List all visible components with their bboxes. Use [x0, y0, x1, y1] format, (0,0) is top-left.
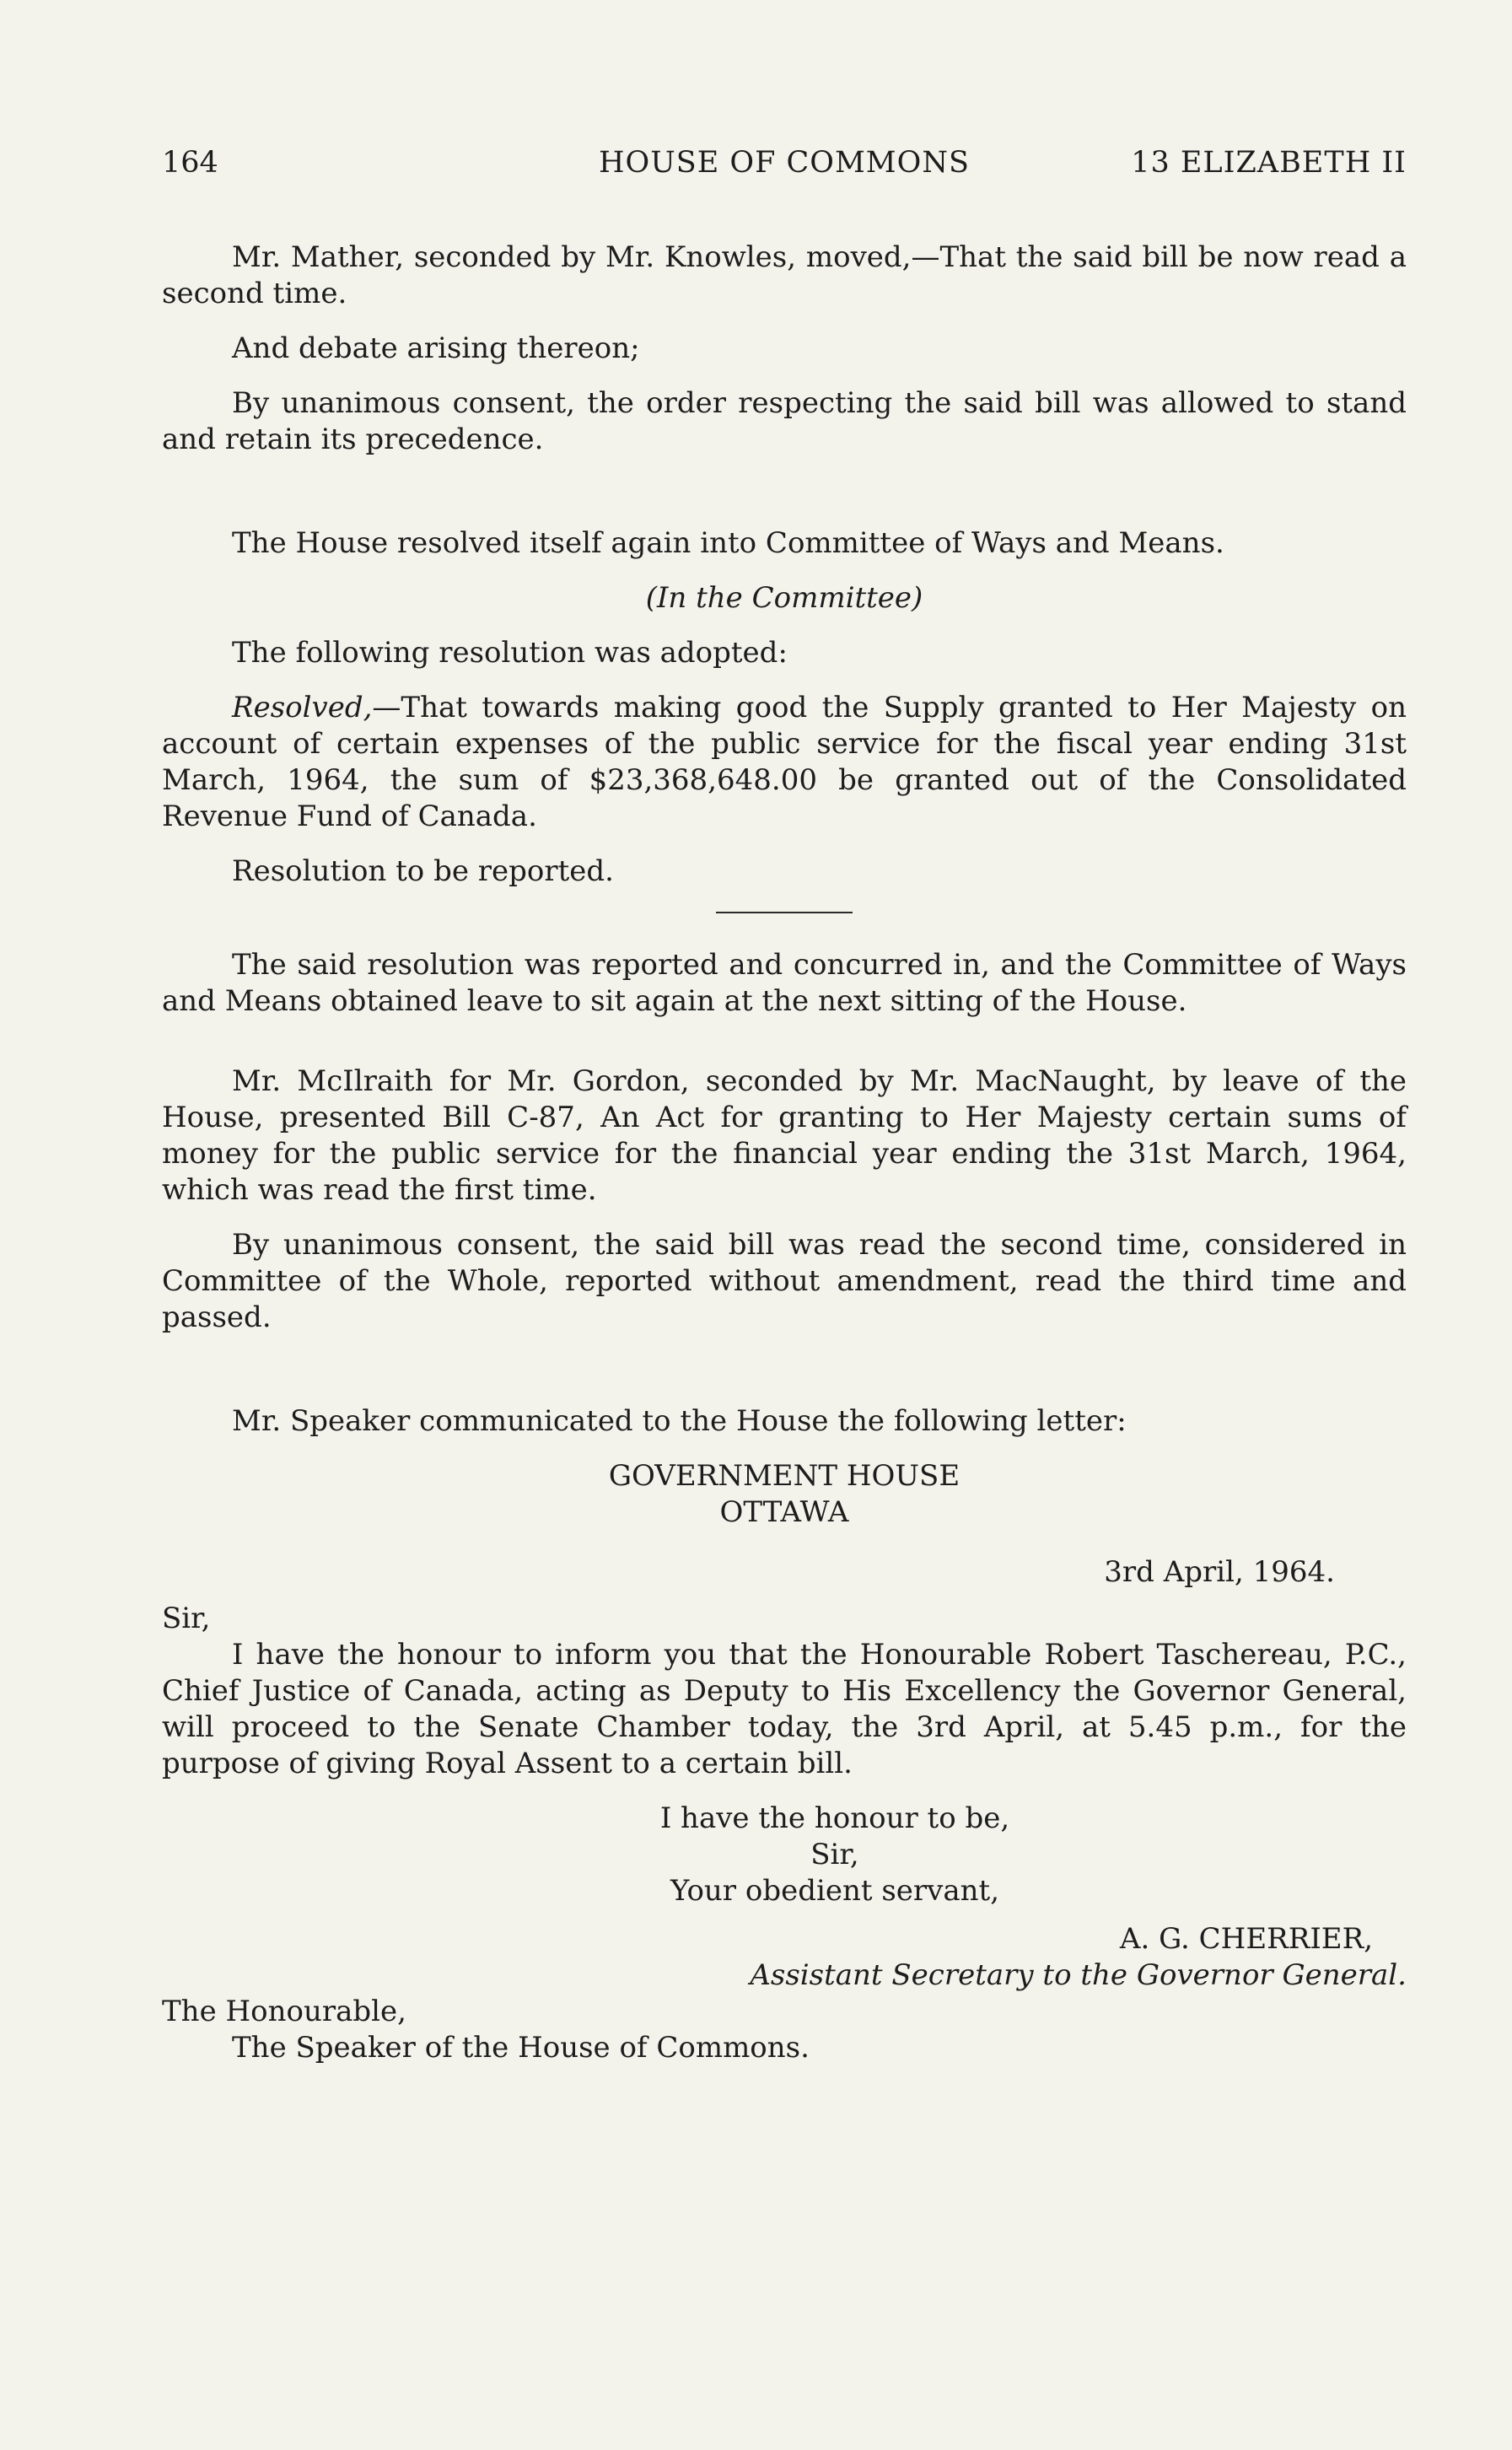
- letter-salutation: Sir,: [162, 1602, 211, 1635]
- spacer: [162, 477, 1407, 525]
- paragraph-resolution-reported: Resolution to be reported.: [232, 854, 614, 888]
- letter-address-line2: OTTAWA: [719, 1495, 849, 1529]
- letter-address-line1: GOVERNMENT HOUSE: [608, 1459, 960, 1493]
- letter-closing-line3: Your obedient servant,: [670, 1874, 1000, 1908]
- letter: [162, 1458, 1407, 2066]
- letter-addressee-line1: The Honourable,: [162, 1995, 406, 2028]
- paragraph-committee-resolved: The House resolved itself again into Committee of Ways and Means.: [232, 526, 1224, 560]
- letter-addressee-line2: The Speaker of the House of Commons.: [232, 2031, 810, 2065]
- spacer: [162, 1038, 1407, 1063]
- resolved-label: Resolved,: [232, 691, 373, 724]
- resolution-text: —That towards making good the Supply granted to Her Majesty on account of certain expenses of the public service for the fiscal year ending 31st March, 1964, the sum of $23,368,648.00 be granted out of the Consolidated Revenue Fund of Canada.: [162, 691, 1407, 833]
- spacer: [162, 1354, 1407, 1403]
- paragraph-resolution: [162, 690, 1407, 835]
- letter-signatory-title: Assistant Secretary to the Governor General.: [750, 1958, 1407, 1992]
- letter-signatory: A. G. CHERRIER,: [1119, 1922, 1373, 1956]
- paragraph-in-committee: (In the Committee): [645, 581, 923, 615]
- paragraph-resolution-adopted: The following resolution was adopted:: [232, 636, 788, 670]
- page-number: 164: [162, 146, 218, 180]
- paragraph-concurred: The said resolution was reported and concurred in, and the Committee of Ways and Means obtained leave to sit again at the next sitting of the House.: [162, 948, 1407, 1018]
- paragraph-motion: Mr. Mather, seconded by Mr. Knowles, moved,—That the said bill be now read a second time.: [162, 240, 1407, 310]
- letter-body: I have the honour to inform you that the Honourable Robert Taschereau, P.C., Chief Justice of Canada, acting as Deputy to His Excellency the Governor General, will proceed to the Senate Chamber today, the 3rd April, at 5.45 p.m., for the purpose of giving Royal Assent to a certain bill.: [162, 1638, 1407, 1780]
- paragraph-speaker-letter: Mr. Speaker communicated to the House the following letter:: [232, 1404, 1127, 1438]
- page-body: [162, 240, 1407, 2066]
- section-divider: [716, 912, 853, 913]
- running-title: HOUSE OF COMMONS: [599, 146, 970, 180]
- letter-date: 3rd April, 1964.: [1104, 1555, 1335, 1589]
- paragraph-consent-order: By unanimous consent, the order respecting the said bill was allowed to stand and retain its precedence.: [162, 386, 1407, 456]
- page-header: [162, 145, 1407, 186]
- session-label: 13 ELIZABETH II: [1131, 146, 1407, 180]
- paragraph-bill-passed: By unanimous consent, the said bill was read the second time, considered in Committee of the Whole, reported without amendment, read the third time and passed.: [162, 1228, 1407, 1334]
- letter-closing-line1: I have the honour to be,: [659, 1801, 1010, 1835]
- letter-closing-line2: Sir,: [810, 1838, 859, 1871]
- paragraph-bill-presented: Mr. McIlraith for Mr. Gordon, seconded by Mr. MacNaught, by leave of the House, presented Bill C-87, An Act for granting to Her Majesty certain sums of money for the public service for the financial year ending the 31st March, 1964, which was read the first time.: [162, 1064, 1407, 1207]
- paragraph-debate: And debate arising thereon;: [232, 331, 640, 365]
